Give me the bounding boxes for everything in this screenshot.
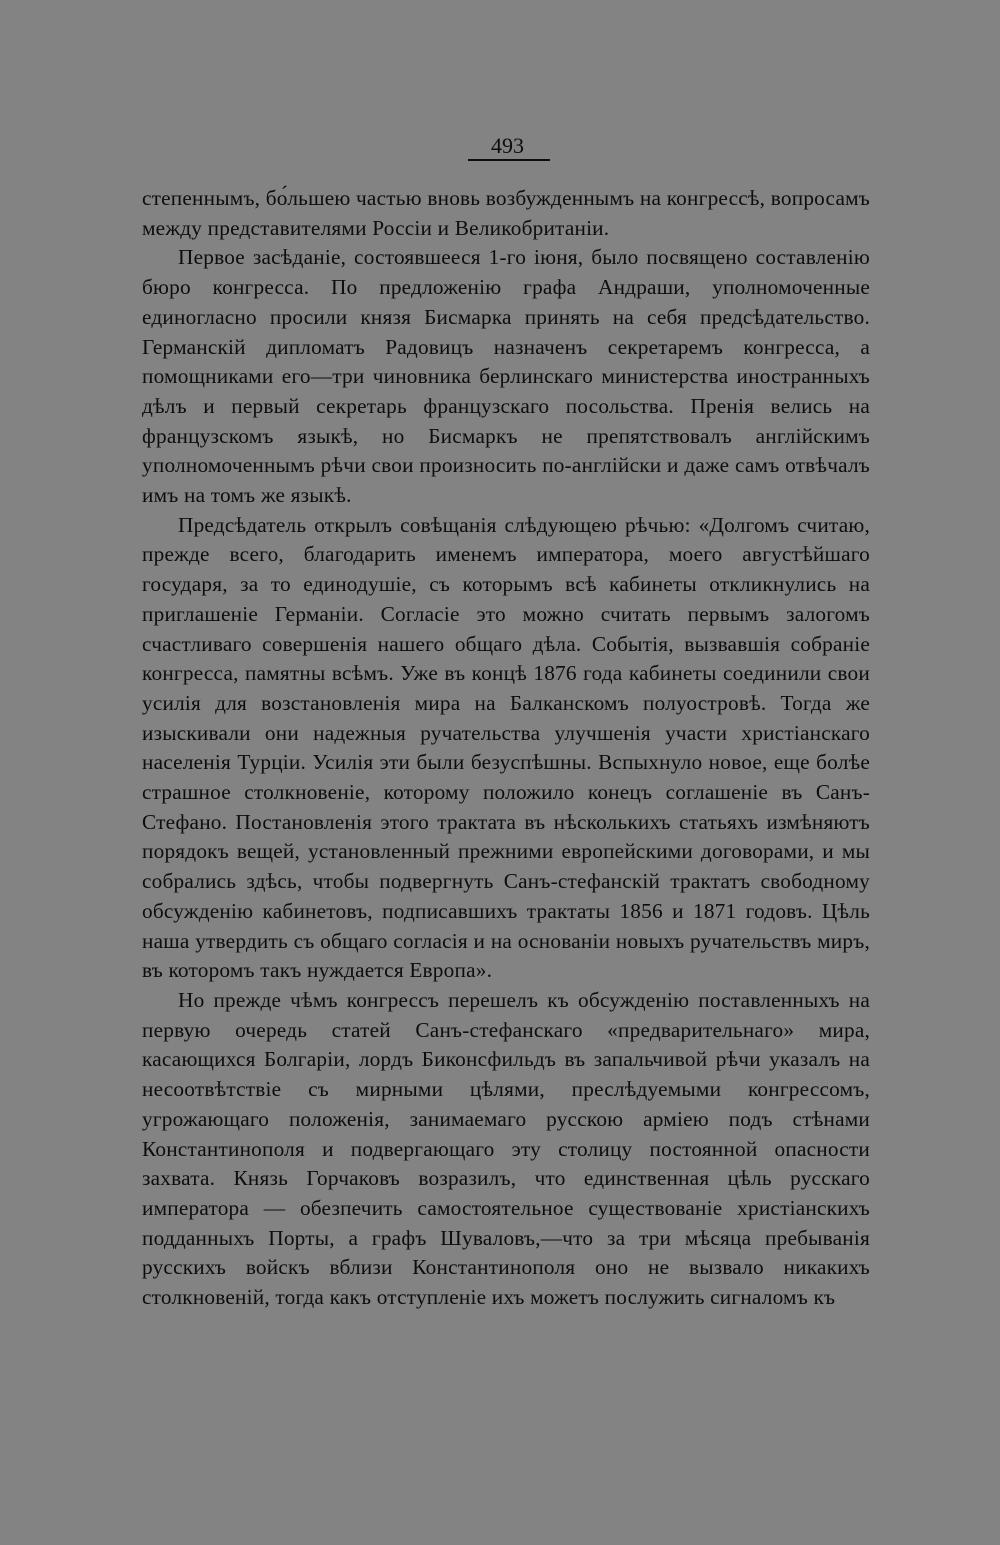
page-number-underline [468, 159, 550, 161]
paragraph-continued: степеннымъ, бо́льшею частью вновь возбужденнымъ на конгрессѣ, вопросамъ между представителями Россіи и Великобританіи. [142, 186, 870, 240]
paragraph: Но прежде чѣмъ конгрессъ перешелъ къ обсужденію поставленныхъ на первую очередь статей Санъ-стефанскаго «предварительнаго» мира, касающихся Болгаріи, лордъ Биконсфильдъ въ запальчивой рѣчи указалъ на несоотвѣтствіе съ мирными цѣлями, преслѣдуемыми конгрессомъ, угрожающаго положенія, занимаемаго русскою арміею подъ стѣнами Константинополя и подвергающаго эту столицу постоянной опасности захвата. Князь Горчаковъ возразилъ, что единственная цѣль русскаго императора — обезпечить самостоятельное существованіе христіанскихъ подданныхъ Порты, а графъ Шуваловъ,—что за три мѣсяца пребыванія русскихъ войскъ вблизи Константинополя оно не вызвало никакихъ столкновеній, тогда какъ отступленіе ихъ можетъ послужить сигналомъ къ [142, 987, 870, 1310]
page-number: 493 [491, 133, 524, 158]
paragraph: Первое засѣданіе, состоявшееся 1-го іюня, было посвящено составленію бюро конгресса. По предложенію графа Андраши, уполномоченные единогласно просили князя Бисмарка принять на себя предсѣдательство. Германскій дипломатъ Радовицъ назначенъ секретаремъ конгресса, а помощниками его—три чиновника берлинскаго министерства иностранныхъ дѣлъ и первый секретарь французскаго посольства. Пренія велись на французскомъ языкѣ, но Бисмаркъ не препятствовалъ англійскимъ уполномоченнымъ рѣчи свои произносить по-англійски и даже самъ отвѣчалъ имъ на томъ же языкѣ. [142, 245, 870, 508]
paragraph: Предсѣдатель открылъ совѣщанія слѣдующею рѣчью: «Долгомъ считаю, прежде всего, благодарить именемъ императора, моего августѣйшаго государя, за то единодушіе, съ которымъ всѣ кабинеты откликнулись на приглашеніе Германіи. Согласіе это можно считать первымъ залогомъ счастливаго совершенія нашего общаго дѣла. Событія, вызвавшія собраніе конгресса, памятны всѣмъ. Уже въ концѣ 1876 года кабинеты соединили свои усилія для возстановленія мира на Балканскомъ полуостровѣ. Тогда же изыскивали они надежныя ручательства улучшенія участи христіанскаго населенія Турціи. Усилія эти были безуспѣшны. Вспыхнуло новое, еще болѣе страшное столкновеніе, которому положило конецъ соглашеніе въ Санъ-Стефано. Постановленія этого трактата въ нѣсколькихъ статьяхъ измѣняютъ порядокъ вещей, установленный прежними европейскими договорами, и мы собрались здѣсь, чтобы подвергнуть Санъ-стефанскій трактатъ свободному обсужденію кабинетовъ, подписавшихъ трактаты 1856 и 1871 годовъ. Цѣль наша утвердить съ общаго согласія и на основаніи новыхъ ручательствъ миръ, въ которомъ такъ нуждается Европа». [142, 512, 870, 983]
body-text [142, 184, 870, 1313]
